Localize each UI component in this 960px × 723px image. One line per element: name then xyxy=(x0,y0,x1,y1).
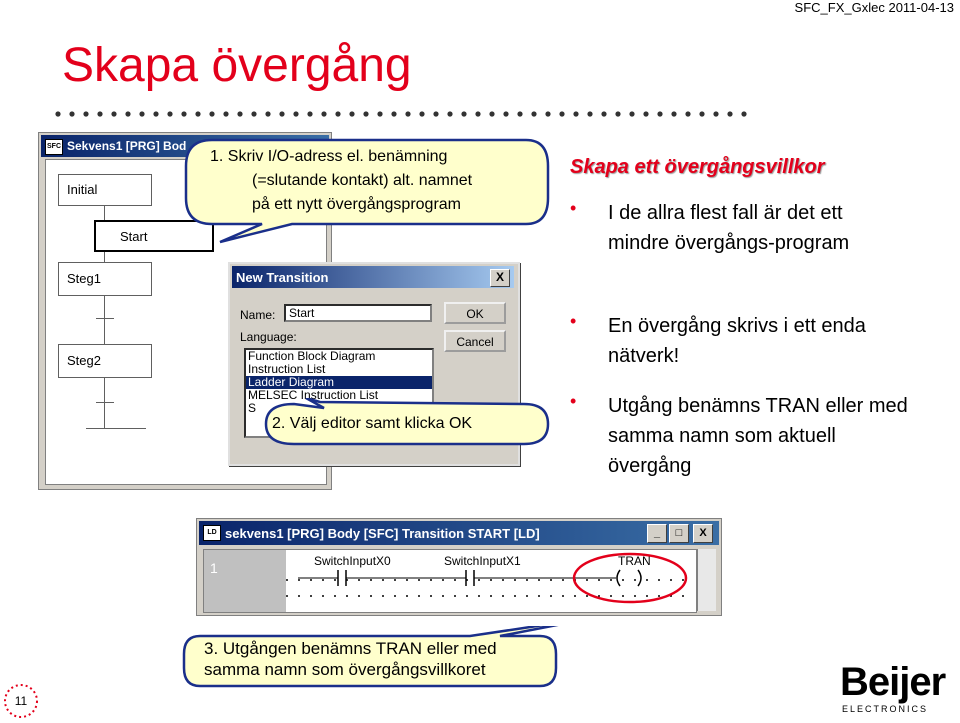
callout1-line3: på ett nytt övergångsprogram xyxy=(252,196,462,213)
sfc-step-initial[interactable] xyxy=(58,174,152,206)
bullet-text: I de allra flest fall är det ett mindre övergångs-program xyxy=(608,202,850,254)
bullet-dot-icon: • xyxy=(570,198,577,218)
callout-step3 xyxy=(180,626,560,690)
sfc-window-title: Sekvens1 [PRG] Bod xyxy=(67,139,187,153)
maximize-button[interactable]: □ xyxy=(669,524,689,543)
language-option[interactable]: MELSEC Instruction List xyxy=(248,388,379,402)
callout3-line1: 3. Utgången benämns TRAN eller med xyxy=(204,639,497,658)
network-row-header xyxy=(204,550,286,612)
vertical-scrollbar[interactable] xyxy=(697,549,716,611)
ld-app-icon: LD xyxy=(203,525,221,541)
transition-name-input[interactable] xyxy=(284,304,432,322)
minimize-button[interactable]: _ xyxy=(647,524,667,543)
bullet-text: Utgång benämns TRAN eller med samma namn som aktuell övergång xyxy=(608,395,908,477)
bullet-dot-icon: • xyxy=(570,391,577,411)
ladder-canvas[interactable] xyxy=(203,549,697,613)
callout3-line2: samma namn som övergångsvillkoret xyxy=(204,660,486,679)
coil-label: TRAN xyxy=(618,554,651,568)
dialog-titlebar[interactable] xyxy=(232,266,514,288)
sfc-connector xyxy=(104,206,105,220)
sfc-step-steg2[interactable] xyxy=(58,344,152,378)
sfc-connector xyxy=(104,296,105,344)
contact-label: SwitchInputX1 xyxy=(444,554,521,568)
sfc-transition-label: Start xyxy=(120,229,148,244)
page-title: Skapa övergång xyxy=(62,39,412,92)
callout1-line1: 1. Skriv I/O-adress el. benämning xyxy=(210,148,448,165)
ladder-window-title: sekvens1 [PRG] Body [SFC] Transition START [LD] xyxy=(225,526,540,541)
bullet-text: En övergång skrivs i ett enda nätverk! xyxy=(608,315,866,367)
bullet-dot-icon: • xyxy=(570,311,577,331)
beijer-logo xyxy=(840,660,960,716)
language-option[interactable]: S xyxy=(248,401,257,415)
dialog-close-button[interactable]: X xyxy=(490,269,510,287)
dialog-title: New Transition xyxy=(236,270,329,285)
dotted-divider xyxy=(52,104,752,124)
page-number: 11 xyxy=(14,694,28,708)
document-id: SFC_FX_Gxlec 2011-04-13 xyxy=(794,0,954,15)
sfc-step-label: Initial xyxy=(67,182,98,197)
sfc-jump-line xyxy=(86,428,146,429)
callout1-line2: (=slutande kontakt) alt. namnet xyxy=(252,172,473,189)
sfc-app-icon: SFC xyxy=(45,139,63,155)
language-option-selected[interactable]: Ladder Diagram xyxy=(246,376,432,389)
close-button[interactable]: X xyxy=(693,524,713,543)
sfc-step-steg1[interactable] xyxy=(58,262,152,296)
sfc-transition-bar xyxy=(96,318,114,319)
page-number-badge xyxy=(2,682,40,720)
sfc-transition-bar xyxy=(96,402,114,403)
logo-sub: ELECTRONICS xyxy=(842,704,929,714)
section-subtitle: Skapa ett övergångsvillkor xyxy=(570,156,825,178)
name-label: Name: xyxy=(240,308,276,322)
sfc-step-label: Steg2 xyxy=(67,353,101,368)
ok-button[interactable]: OK xyxy=(444,302,506,324)
callout-step2 xyxy=(250,398,550,450)
ladder-window-titlebar[interactable] xyxy=(199,521,719,545)
contact-label: SwitchInputX0 xyxy=(314,554,391,568)
language-option[interactable]: Instruction List xyxy=(248,362,326,376)
language-label: Language: xyxy=(240,330,297,344)
ladder-editor-window xyxy=(196,518,722,616)
callout2-text: 2. Välj editor samt klicka OK xyxy=(272,415,473,432)
network-number: 1 xyxy=(210,560,218,576)
logo-main: Beijer xyxy=(840,660,946,704)
sfc-connector xyxy=(104,378,105,428)
cancel-button[interactable]: Cancel xyxy=(444,330,506,352)
callout-step1 xyxy=(182,136,552,232)
sfc-step-label: Steg1 xyxy=(67,271,101,286)
language-option[interactable]: Function Block Diagram xyxy=(248,349,376,363)
sfc-connector xyxy=(104,252,105,262)
